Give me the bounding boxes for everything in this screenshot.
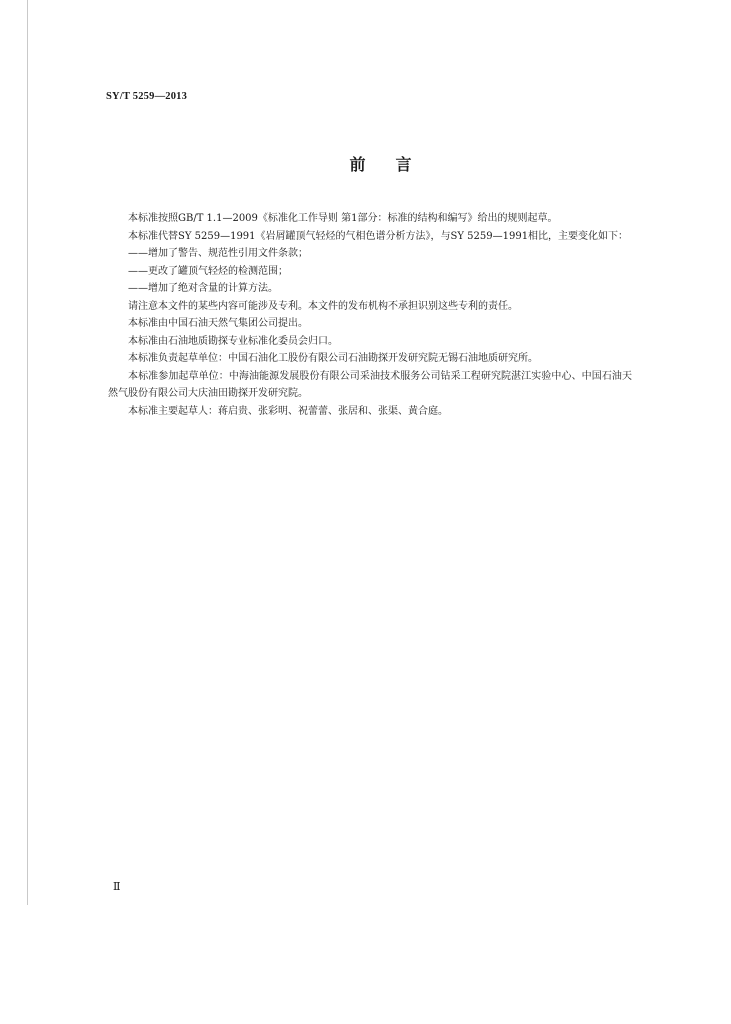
foreword-body [108,210,632,420]
paragraph-drafting-rules: 本标准按照GB/T 1.1—2009《标准化工作导则 第1部分：标准的结构和编写》给出的规则起草。 [128,213,558,224]
standard-number: SY/T 5259—2013 [106,91,188,102]
page-title: 前言 [349,155,442,174]
paragraph-participating-units: 本标准参加起草单位：中海油能源发展股份有限公司采油技术服务公司钻采工程研究院湛江实验中心、中国石油天然气股份有限公司大庆油田勘探开发研究院。 [108,370,632,399]
paragraph-patent-notice: 请注意本文件的某些内容可能涉及专利。本文件的发布机构不承担识别这些专利的责任。 [128,300,518,312]
paragraph-proposer: 本标准由中国石油天然气集团公司提出。 [128,318,308,329]
paragraph-technical-committee: 本标准由石油地质勘探专业标准化委员会归口。 [128,335,338,347]
list-item-change: ——更改了罐顶气轻烃的检测范围； [128,265,288,277]
paragraph-lead-drafter-unit: 本标准负责起草单位：中国石油化工股份有限公司石油勘探开发研究院无锡石油地质研究所。 [128,353,538,364]
binding-edge-line [27,0,28,905]
paragraph-main-drafters: 本标准主要起草人：蒋启贵、张彩明、祝蕾蕾、张居和、张渠、黄合庭。 [128,405,448,417]
page-number: Ⅱ [113,881,121,893]
list-item-change: ——增加了绝对含量的计算方法。 [128,283,278,294]
paragraph-replacement: 本标准代替SY 5259—1991《岩屑罐顶气轻烃的气相色谱分析方法》，与SY 5259—1991相比，主要变化如下： [128,230,629,242]
list-item-change: ——增加了警告、规范性引用文件条款； [128,248,308,259]
